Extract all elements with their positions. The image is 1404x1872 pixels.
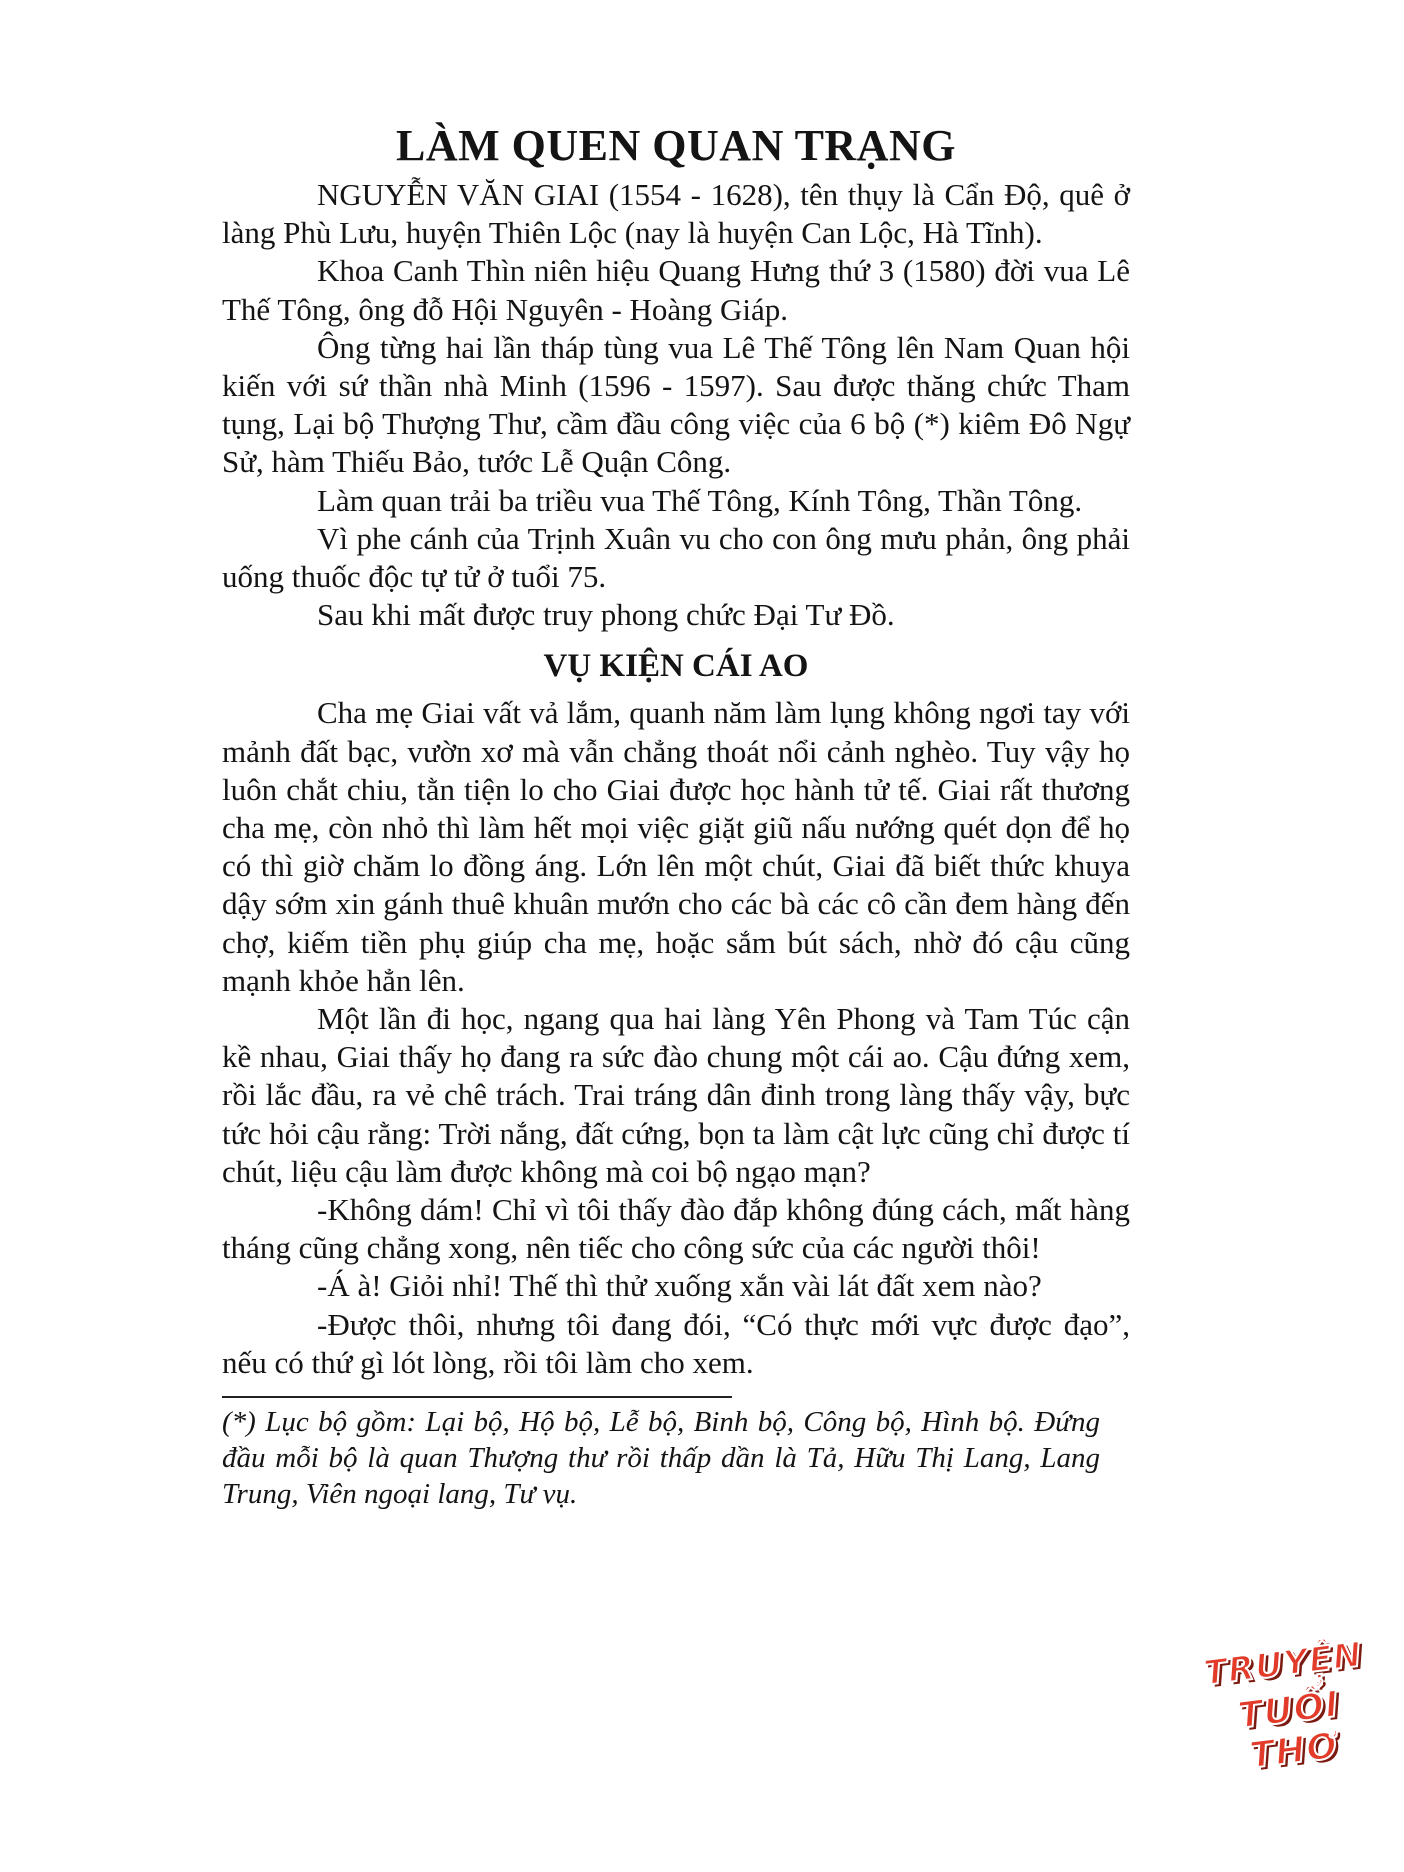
intro-section	[222, 176, 1130, 634]
intro-paragraph: Ông từng hai lần tháp tùng vua Lê Thế Tông lên Nam Quan hội kiến với sứ thần nhà Minh (1596 - 1597). Sau được thăng chức Tham tụng, Lại bộ Thượng Thư, cầm đầu công việc của 6 bộ (*) kiêm Đô Ngự Sử, hàm Thiếu Bảo, tước Lễ Quận Công.	[222, 329, 1130, 480]
book-page	[222, 118, 1130, 1512]
story-paragraph: Một lần đi học, ngang qua hai làng Yên Phong và Tam Túc cận kề nhau, Giai thấy họ đang ra sức đào chung một cái ao. Cậu đứng xem, rồi lắc đầu, ra vẻ chê trách. Trai tráng dân đinh trong làng thấy vậy, bực tức hỏi cậu rằng: Trời nắng, đất cứng, bọn ta làm cật lực cũng chỉ được tí chút, liệu cậu làm được không mà coi bộ ngạo mạn?	[222, 1001, 1130, 1189]
intro-paragraph: Làm quan trải ba triều vua Thế Tông, Kính Tông, Thần Tông.	[317, 482, 1083, 518]
watermark-logo	[1182, 1632, 1391, 1777]
intro-paragraph: NGUYỄN VĂN GIAI (1554 - 1628), tên thụy là Cẩn Độ, quê ở làng Phù Lưu, huyện Thiên Lộc (nay là huyện Can Lộc, Hà Tĩnh).	[222, 177, 1130, 251]
footnote: (*) Lục bộ gồm: Lại bộ, Hộ bộ, Lễ bộ, Binh bộ, Công bộ, Hình bộ. Đứng đầu mỗi bộ là quan Thượng thư rồi thấp dần là Tả, Hữu Thị Lang, Lang Trung, Viên ngoại lang, Tư vụ.	[222, 1406, 1100, 1511]
story-paragraph: -Được thôi, nhưng tôi đang đói, “Có thực mới vực được đạo”, nếu có thứ gì lót lòng, rồi tôi làm cho xem.	[222, 1306, 1130, 1380]
watermark-line-1: TRUYỆN	[1201, 1634, 1365, 1694]
intro-paragraph: Khoa Canh Thìn niên hiệu Quang Hưng thứ 3 (1580) đời vua Lê Thế Tông, ông đỗ Hội Nguyên - Hoàng Giáp.	[222, 253, 1130, 327]
intro-paragraph: Sau khi mất được truy phong chức Đại Tư Đồ.	[317, 597, 895, 633]
page-title: LÀM QUEN QUAN TRẠNG	[396, 121, 956, 170]
footnote-divider	[222, 1396, 732, 1398]
story-paragraph: -Không dám! Chỉ vì tôi thấy đào đắp không đúng cách, mất hàng tháng cũng chẳng xong, nên tiếc cho công sức của các người thôi!	[222, 1192, 1130, 1266]
story-section	[222, 694, 1130, 1382]
watermark-line-2: TUỔI THƠ	[1235, 1683, 1342, 1777]
intro-paragraph: Vì phe cánh của Trịnh Xuân vu cho con ông mưu phản, ông phải uống thuốc độc tự tử ở tuổi 75.	[222, 520, 1130, 595]
story-paragraph: -Á à! Giỏi nhỉ! Thế thì thử xuống xắn vài lát đất xem nào?	[317, 1268, 1042, 1304]
section-subtitle: VỤ KIỆN CÁI AO	[543, 648, 809, 685]
story-paragraph: Cha mẹ Giai vất vả lắm, quanh năm làm lụng không ngơi tay với mảnh đất bạc, vườn xơ mà vẫn chẳng thoát nổi cảnh nghèo. Tuy vậy họ luôn chắt chiu, tằn tiện lo cho Giai được học hành tử tế. Giai rất thương cha mẹ, còn nhỏ thì làm hết mọi việc giặt giũ nấu nướng quét dọn để họ có thì giờ chăm lo đồng áng. Lớn lên một chút, Giai đã biết thức khuya dậy sớm xin gánh thuê khuân mướn cho các bà các cô cần đem hàng đến chợ, kiếm tiền phụ giúp cha mẹ, hoặc sắm bút sách, nhờ đó cậu cũng mạnh khỏe hẳn lên.	[222, 695, 1130, 998]
